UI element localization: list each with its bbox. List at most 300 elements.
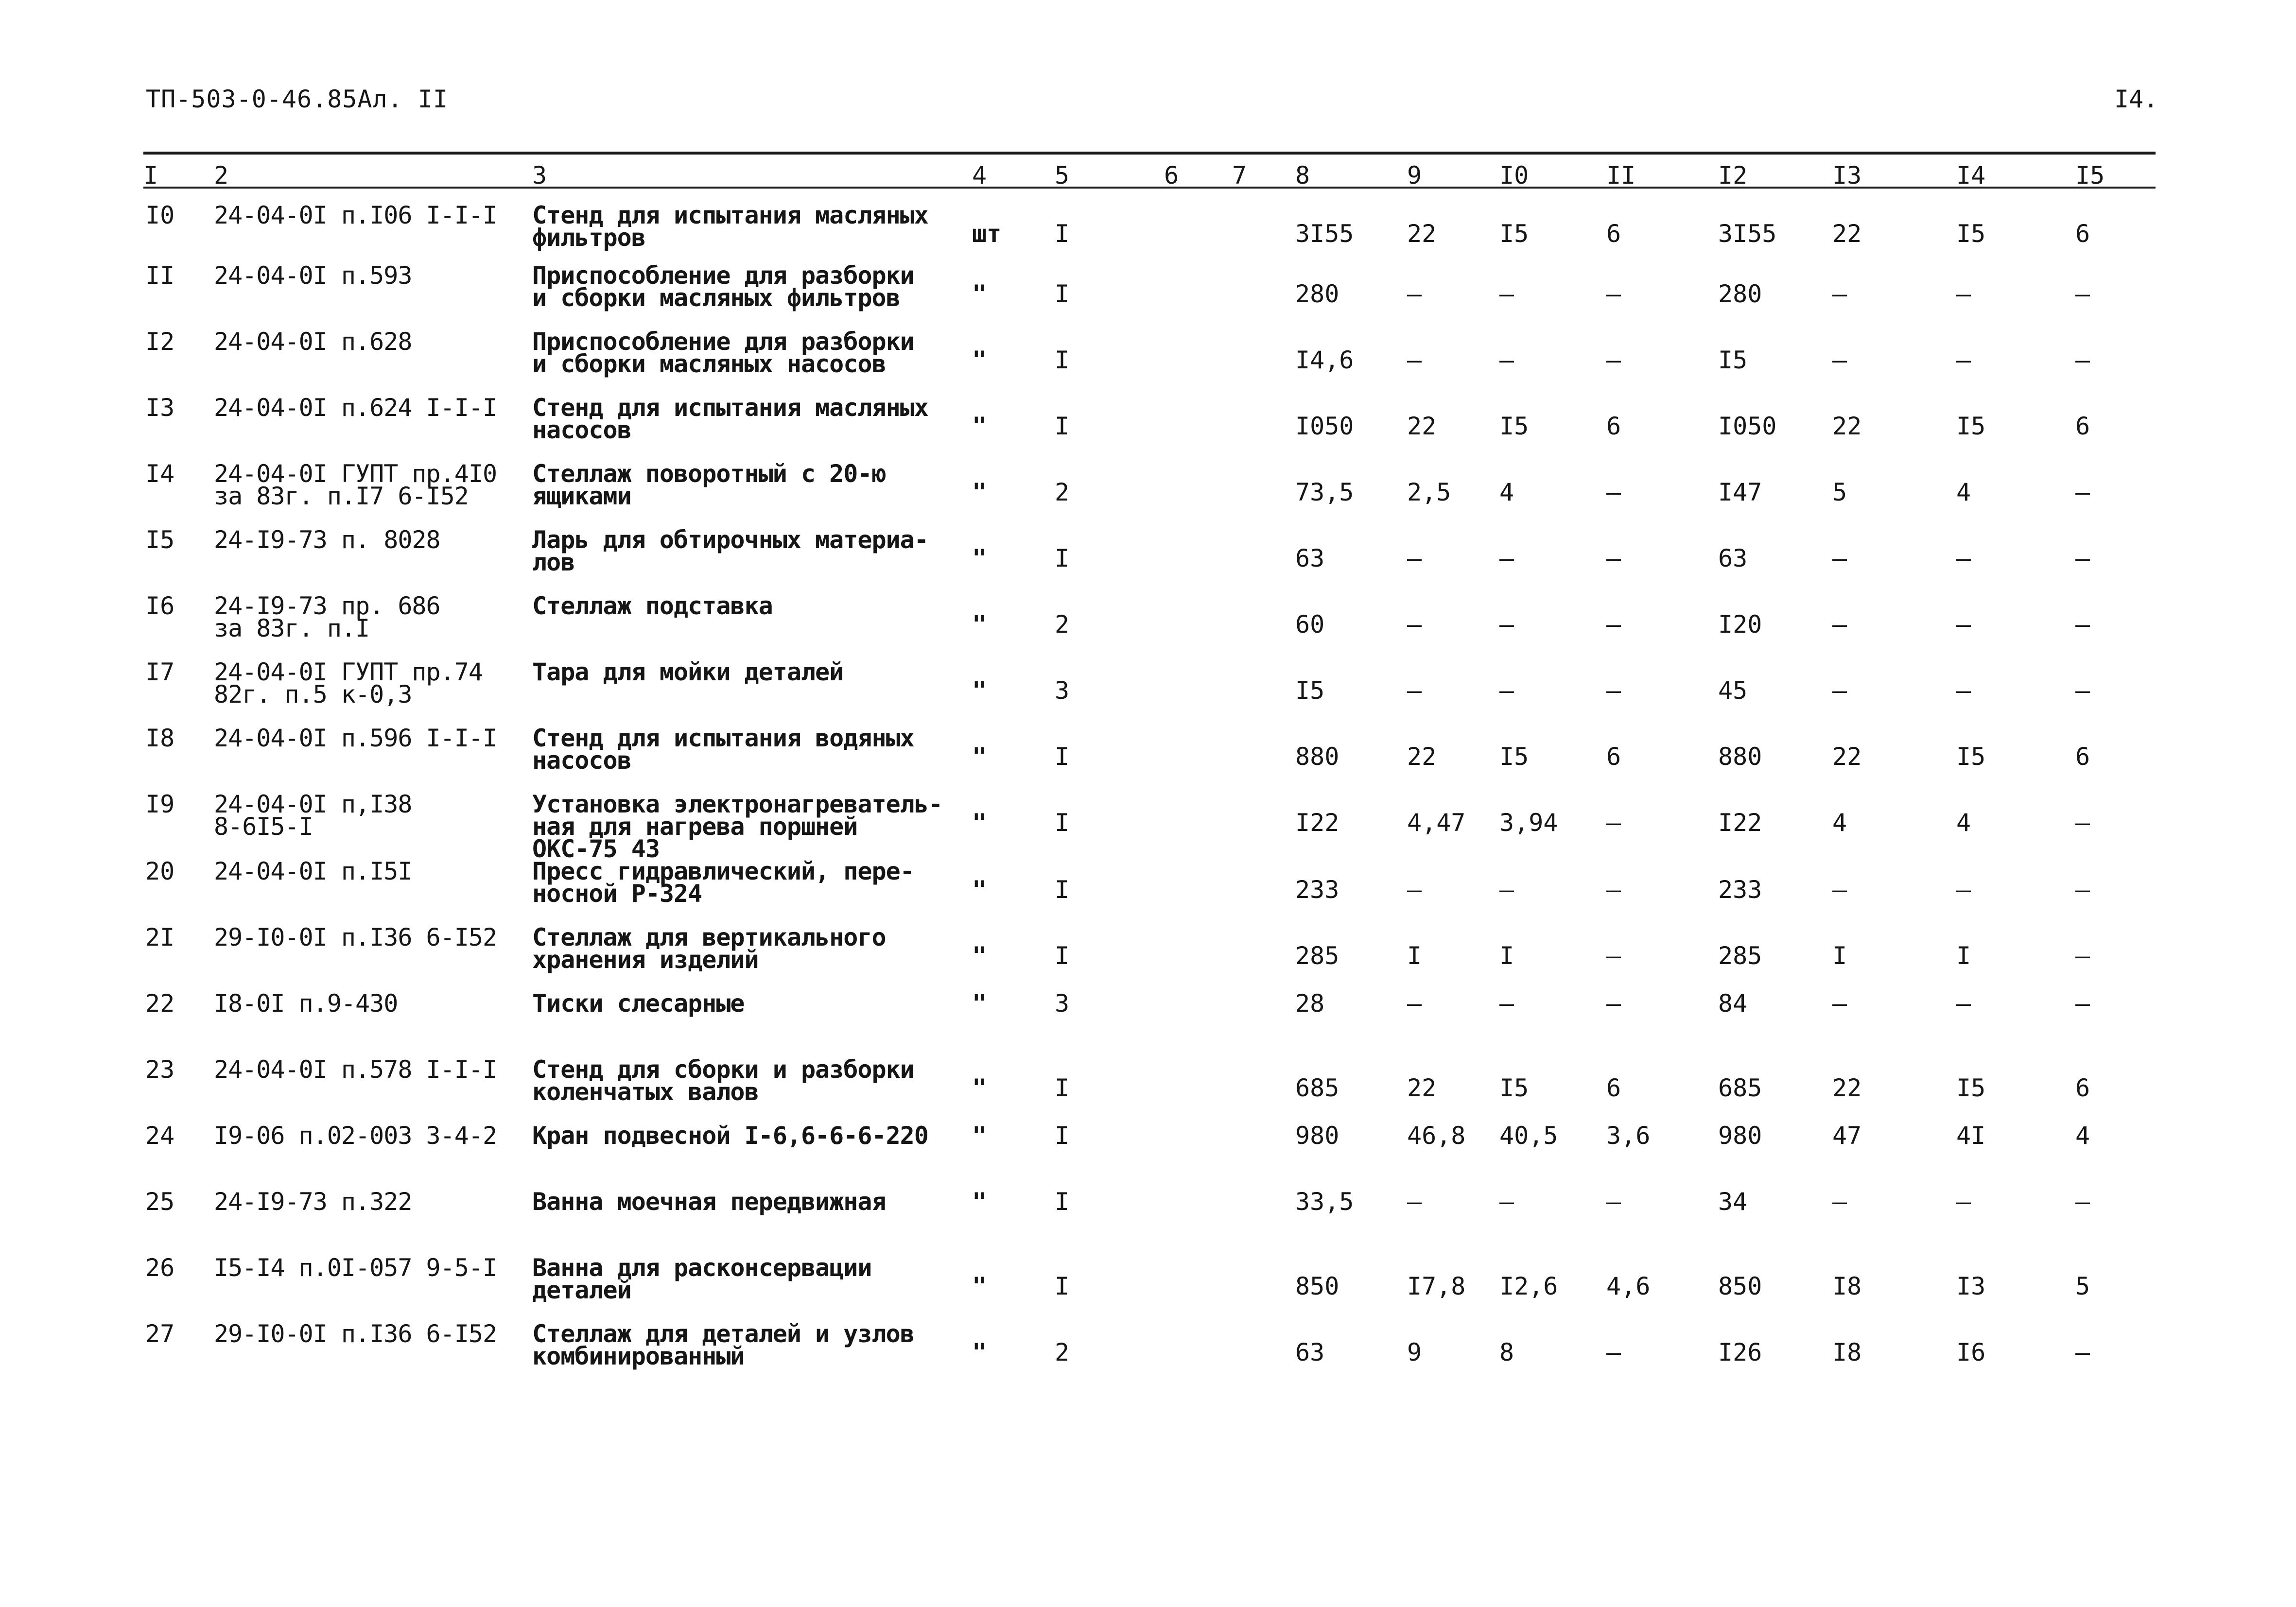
c6-value xyxy=(1164,529,1232,547)
cell-c6 xyxy=(1164,860,1232,926)
cell-c8 xyxy=(1295,1124,1407,1191)
qty-value: I xyxy=(1055,544,1070,572)
c8-value: 880 xyxy=(1295,743,1339,771)
cell-c13 xyxy=(1832,1257,1956,1323)
table-row xyxy=(143,188,2156,264)
cell-c14 xyxy=(1956,1188,2075,1257)
cell-c11 xyxy=(1606,661,1718,727)
cell-unit xyxy=(972,1323,1055,1389)
cell-qty xyxy=(1055,463,1164,529)
cell-c15 xyxy=(2075,397,2156,463)
code-line: 24-04-0I ГУПТ пр.4I0 xyxy=(214,460,497,488)
unit-value: " xyxy=(972,876,987,904)
code-line: 24-04-0I п.624 I-I-I xyxy=(214,394,497,422)
cell-name xyxy=(532,526,972,595)
name-line: ящиками xyxy=(532,482,631,510)
cell-c6 xyxy=(1164,330,1232,397)
code-line: 24-04-0I п,I38 xyxy=(214,790,412,818)
no-value: 20 xyxy=(145,857,175,885)
name-line: Стенд для сборки и разборки xyxy=(532,1055,914,1084)
cell-c15 xyxy=(2075,595,2156,661)
c11-value: – xyxy=(1606,809,1621,837)
unit-value: " xyxy=(972,610,987,639)
cell-c12 xyxy=(1718,1124,1832,1191)
code-line: 24-04-0I п.628 xyxy=(214,328,412,356)
unit-value: " xyxy=(972,280,987,308)
c14-value: – xyxy=(1956,280,1971,308)
cell-c15 xyxy=(2075,1058,2156,1124)
c14-value: I3 xyxy=(1956,1272,1986,1300)
cell-c11 xyxy=(1606,397,1718,463)
cell-c15 xyxy=(2075,989,2156,1058)
no-value: I0 xyxy=(145,201,175,229)
cell-c11 xyxy=(1606,188,1718,264)
unit-value: " xyxy=(972,809,987,837)
cell-c12 xyxy=(1718,529,1832,595)
code-line: 29-I0-0I п.I36 6-I52 xyxy=(214,923,497,951)
cell-c14 xyxy=(1956,989,2075,1058)
c14-value: 4 xyxy=(1956,478,1971,506)
c12-value: 850 xyxy=(1718,1272,1762,1300)
cell-name xyxy=(532,1055,972,1124)
name-line: Стенд для испытания масляных xyxy=(532,201,928,229)
c11-value: – xyxy=(1606,280,1621,308)
table-row xyxy=(143,1058,2156,1124)
cell-c15 xyxy=(2075,860,2156,926)
cell-name xyxy=(532,923,972,992)
cell-c8 xyxy=(1295,1188,1407,1257)
name-line: Кран подвесной I-6,6-6-6-220 xyxy=(532,1122,928,1150)
c9-value: – xyxy=(1407,676,1422,705)
qty-value: I xyxy=(1055,1188,1070,1216)
cell-unit xyxy=(972,330,1055,397)
cell-c11 xyxy=(1606,860,1718,926)
cell-qty xyxy=(1055,926,1164,992)
cell-c6 xyxy=(1164,1058,1232,1124)
c15-value: – xyxy=(2075,280,2090,308)
c11-value: – xyxy=(1606,989,1621,1018)
c15-value: – xyxy=(2075,478,2090,506)
c10-value: 3,94 xyxy=(1499,809,1558,837)
cell-c13 xyxy=(1832,529,1956,595)
cell-qty xyxy=(1055,860,1164,926)
cell-c12 xyxy=(1718,330,1832,397)
c15-value: 5 xyxy=(2075,1272,2090,1300)
column-header: I4 xyxy=(1956,161,1986,190)
cell-qty xyxy=(1055,188,1164,264)
cell-code xyxy=(214,857,532,926)
cell-c6 xyxy=(1164,529,1232,595)
cell-no xyxy=(143,1124,214,1191)
cell-c13 xyxy=(1832,727,1956,793)
cell-name xyxy=(532,188,972,264)
table-row xyxy=(143,926,2156,992)
cell-qty xyxy=(1055,1257,1164,1323)
cell-c11 xyxy=(1606,1257,1718,1323)
c11-value: – xyxy=(1606,346,1621,374)
c6-value xyxy=(1164,264,1232,283)
cell-c15 xyxy=(2075,926,2156,992)
cell-c15 xyxy=(2075,463,2156,529)
c7-value xyxy=(1232,727,1295,745)
cell-c13 xyxy=(1832,989,1956,1058)
code-line: I9-06 п.02-003 3-4-2 xyxy=(214,1122,497,1150)
cell-c9 xyxy=(1407,1124,1499,1191)
c14-value: – xyxy=(1956,1188,1971,1216)
cell-unit xyxy=(972,1124,1055,1191)
unit-value: " xyxy=(972,1338,987,1366)
qty-value: I xyxy=(1055,876,1070,904)
cell-qty xyxy=(1055,989,1164,1058)
cell-no xyxy=(143,989,214,1058)
c9-value: 22 xyxy=(1407,1074,1437,1102)
cell-c12 xyxy=(1718,989,1832,1058)
cell-c6 xyxy=(1164,1191,1232,1257)
c13-value: – xyxy=(1832,610,1847,639)
column-header: I xyxy=(143,161,158,190)
cell-c10 xyxy=(1499,1257,1606,1323)
cell-c13 xyxy=(1832,1124,1956,1191)
unit-value: " xyxy=(972,743,987,771)
unit-value: " xyxy=(972,676,987,705)
c8-value: I050 xyxy=(1295,412,1354,440)
cell-code xyxy=(214,526,532,595)
c9-value: – xyxy=(1407,280,1422,308)
table-row xyxy=(143,727,2156,793)
code-line: 24-04-0I п.596 I-I-I xyxy=(214,724,497,752)
cell-c13 xyxy=(1832,397,1956,463)
c13-value: 22 xyxy=(1832,1074,1862,1102)
cell-code xyxy=(214,330,532,397)
cell-qty xyxy=(1055,793,1164,860)
cell-name xyxy=(532,790,972,863)
cell-c7 xyxy=(1232,1124,1295,1191)
c11-value: 4,6 xyxy=(1606,1272,1651,1300)
code-line: 24-I9-73 п.322 xyxy=(214,1188,412,1216)
c13-value: – xyxy=(1832,544,1847,572)
cell-c9 xyxy=(1407,1257,1499,1323)
code-line: 24-04-0I п.I06 I-I-I xyxy=(214,201,497,229)
name-line: комбинированный xyxy=(532,1342,745,1370)
cell-c15 xyxy=(2075,529,2156,595)
cell-c8 xyxy=(1295,926,1407,992)
cell-c7 xyxy=(1232,992,1295,1058)
cell-code xyxy=(214,790,532,860)
name-line: хранения изделий xyxy=(532,946,759,974)
c14-value: – xyxy=(1956,676,1971,705)
qty-value: I xyxy=(1055,1122,1070,1150)
cell-name xyxy=(532,1188,972,1257)
cell-c14 xyxy=(1956,330,2075,397)
c13-value: 22 xyxy=(1832,412,1862,440)
c13-value: I8 xyxy=(1832,1338,1862,1366)
name-line: Стеллаж для вертикального xyxy=(532,923,886,951)
no-value: 25 xyxy=(145,1188,175,1216)
no-value: II xyxy=(145,261,175,290)
unit-value: шт xyxy=(972,220,1002,248)
document-code: ТП-503-0-46.85Ал. II xyxy=(146,85,449,113)
c10-value: I5 xyxy=(1499,412,1529,440)
column-header: I0 xyxy=(1499,161,1529,190)
unit-value: " xyxy=(972,942,987,970)
cell-c7 xyxy=(1232,529,1295,595)
c8-value: 285 xyxy=(1295,942,1339,970)
cell-c10 xyxy=(1499,727,1606,793)
c15-value: 6 xyxy=(2075,743,2090,771)
qty-value: I xyxy=(1055,809,1070,837)
c13-value: 22 xyxy=(1832,220,1862,248)
cell-c9 xyxy=(1407,264,1499,330)
no-value: 27 xyxy=(145,1320,175,1348)
cell-c6 xyxy=(1164,264,1232,330)
cell-c9 xyxy=(1407,330,1499,397)
cell-c9 xyxy=(1407,926,1499,992)
c12-value: 45 xyxy=(1718,676,1748,705)
c15-value: – xyxy=(2075,346,2090,374)
c14-value: I6 xyxy=(1956,1338,1986,1366)
name-line: Пресс гидравлический, пере- xyxy=(532,857,914,885)
cell-c12 xyxy=(1718,727,1832,793)
cell-c14 xyxy=(1956,595,2075,661)
cell-c10 xyxy=(1499,1188,1606,1257)
c8-value: 63 xyxy=(1295,544,1325,572)
unit-value: " xyxy=(972,1074,987,1102)
c6-value xyxy=(1164,926,1232,945)
cell-c8 xyxy=(1295,793,1407,860)
cell-c10 xyxy=(1499,264,1606,330)
cell-unit xyxy=(972,1188,1055,1257)
cell-c9 xyxy=(1407,1323,1499,1389)
c9-value: 22 xyxy=(1407,412,1437,440)
cell-c12 xyxy=(1718,188,1832,264)
cell-c8 xyxy=(1295,595,1407,661)
cell-name xyxy=(532,330,972,397)
cell-qty xyxy=(1055,330,1164,397)
cell-c10 xyxy=(1499,793,1606,860)
cell-c7 xyxy=(1232,1058,1295,1124)
column-header: 6 xyxy=(1164,161,1179,190)
table-row xyxy=(143,992,2156,1058)
column-header: I5 xyxy=(2075,161,2105,190)
name-line: лов xyxy=(532,548,575,576)
c7-value xyxy=(1232,793,1295,812)
cell-c6 xyxy=(1164,595,1232,661)
cell-name xyxy=(532,724,972,793)
unit-value: " xyxy=(972,989,987,1018)
table-row xyxy=(143,1323,2156,1389)
cell-code xyxy=(214,394,532,463)
no-value: 2I xyxy=(145,923,175,951)
c14-value: 4I xyxy=(1956,1122,1986,1150)
cell-unit xyxy=(972,595,1055,661)
c13-value: – xyxy=(1832,876,1847,904)
c7-value xyxy=(1232,1257,1295,1275)
c14-value: – xyxy=(1956,544,1971,572)
qty-value: I xyxy=(1055,346,1070,374)
cell-name xyxy=(532,394,972,463)
c8-value: I22 xyxy=(1295,809,1339,837)
c15-value: – xyxy=(2075,676,2090,705)
name-line: Ванна моечная передвижная xyxy=(532,1188,886,1216)
c7-value xyxy=(1232,330,1295,349)
cell-qty xyxy=(1055,397,1164,463)
cell-c10 xyxy=(1499,1058,1606,1124)
cell-c10 xyxy=(1499,661,1606,727)
table-row xyxy=(143,1257,2156,1323)
cell-c7 xyxy=(1232,188,1295,264)
qty-value: 2 xyxy=(1055,1338,1070,1366)
cell-c15 xyxy=(2075,727,2156,793)
cell-c11 xyxy=(1606,989,1718,1058)
c13-value: – xyxy=(1832,280,1847,308)
c6-value xyxy=(1164,204,1232,223)
qty-value: I xyxy=(1055,743,1070,771)
c14-value: – xyxy=(1956,876,1971,904)
unit-value: " xyxy=(972,478,987,506)
cell-unit xyxy=(972,661,1055,727)
c11-value: – xyxy=(1606,1338,1621,1366)
name-line: насосов xyxy=(532,746,631,775)
cell-c12 xyxy=(1718,1323,1832,1389)
c8-value: 3I55 xyxy=(1295,220,1354,248)
no-value: I8 xyxy=(145,724,175,752)
cell-c6 xyxy=(1164,926,1232,992)
c14-value: – xyxy=(1956,610,1971,639)
c9-value: – xyxy=(1407,610,1422,639)
c10-value: I xyxy=(1499,942,1514,970)
c11-value: 3,6 xyxy=(1606,1122,1651,1150)
c7-value xyxy=(1232,397,1295,415)
qty-value: 2 xyxy=(1055,610,1070,639)
column-header: 2 xyxy=(214,161,229,190)
cell-name xyxy=(532,1320,972,1389)
cell-qty xyxy=(1055,1188,1164,1257)
cell-no xyxy=(143,1254,214,1323)
c14-value: 4 xyxy=(1956,809,1971,837)
cell-c12 xyxy=(1718,1257,1832,1323)
cell-c13 xyxy=(1832,661,1956,727)
table-row xyxy=(143,661,2156,727)
cell-c14 xyxy=(1956,529,2075,595)
c7-value xyxy=(1232,204,1295,223)
cell-c12 xyxy=(1718,397,1832,463)
c12-value: 34 xyxy=(1718,1188,1748,1216)
cell-c7 xyxy=(1232,463,1295,529)
c15-value: 4 xyxy=(2075,1122,2090,1150)
c13-value: – xyxy=(1832,989,1847,1018)
c15-value: 6 xyxy=(2075,412,2090,440)
cell-c12 xyxy=(1718,1058,1832,1124)
cell-c11 xyxy=(1606,1124,1718,1191)
c8-value: 233 xyxy=(1295,876,1339,904)
table-row xyxy=(143,463,2156,529)
cell-c7 xyxy=(1232,661,1295,727)
c14-value: – xyxy=(1956,346,1971,374)
cell-code xyxy=(214,1055,532,1124)
c12-value: I050 xyxy=(1718,412,1777,440)
c7-value xyxy=(1232,1323,1295,1341)
cell-c9 xyxy=(1407,463,1499,529)
c10-value: – xyxy=(1499,544,1514,572)
column-header: II xyxy=(1606,161,1636,190)
code-line: 24-I9-73 п. 8028 xyxy=(214,526,440,554)
cell-c13 xyxy=(1832,188,1956,264)
c10-value: I5 xyxy=(1499,743,1529,771)
c14-value: I5 xyxy=(1956,1074,1986,1102)
qty-value: 2 xyxy=(1055,478,1070,506)
c11-value: – xyxy=(1606,1188,1621,1216)
qty-value: I xyxy=(1055,280,1070,308)
unit-value: " xyxy=(972,1272,987,1300)
cell-name xyxy=(532,857,972,926)
cell-code xyxy=(214,261,532,330)
code-line: 24-04-0I ГУПТ пр.74 xyxy=(214,658,483,686)
column-header: 8 xyxy=(1295,161,1310,190)
name-line: Стенд для испытания масляных xyxy=(532,394,928,422)
c8-value: 685 xyxy=(1295,1074,1339,1102)
name-line: Стеллаж подставка xyxy=(532,592,773,620)
c8-value: 33,5 xyxy=(1295,1188,1354,1216)
cell-c10 xyxy=(1499,595,1606,661)
no-value: I2 xyxy=(145,328,175,356)
c8-value: 980 xyxy=(1295,1122,1339,1150)
cell-c13 xyxy=(1832,926,1956,992)
cell-c15 xyxy=(2075,1257,2156,1323)
cell-c10 xyxy=(1499,330,1606,397)
c9-value: I xyxy=(1407,942,1422,970)
cell-c14 xyxy=(1956,463,2075,529)
no-value: I6 xyxy=(145,592,175,620)
name-line: фильтров xyxy=(532,224,645,252)
cell-unit xyxy=(972,1257,1055,1323)
c12-value: 980 xyxy=(1718,1122,1762,1150)
cell-c6 xyxy=(1164,188,1232,264)
cell-no xyxy=(143,1055,214,1124)
c12-value: 63 xyxy=(1718,544,1748,572)
c9-value: – xyxy=(1407,989,1422,1018)
name-line: Стеллаж поворотный с 20-ю xyxy=(532,460,886,488)
c8-value: 850 xyxy=(1295,1272,1339,1300)
c7-value xyxy=(1232,860,1295,879)
c6-value xyxy=(1164,727,1232,745)
cell-no xyxy=(143,923,214,992)
cell-c10 xyxy=(1499,529,1606,595)
cell-no xyxy=(143,857,214,926)
cell-no xyxy=(143,724,214,793)
c15-value: – xyxy=(2075,610,2090,639)
cell-c12 xyxy=(1718,1188,1832,1257)
table-row xyxy=(143,1124,2156,1191)
cell-c14 xyxy=(1956,1323,2075,1389)
qty-value: I xyxy=(1055,1074,1070,1102)
c6-value xyxy=(1164,860,1232,879)
name-line: насосов xyxy=(532,416,631,444)
cell-no xyxy=(143,261,214,330)
cell-c8 xyxy=(1295,264,1407,330)
cell-c14 xyxy=(1956,1124,2075,1191)
c9-value: 46,8 xyxy=(1407,1122,1466,1150)
c14-value: I5 xyxy=(1956,220,1986,248)
c13-value: 5 xyxy=(1832,478,1847,506)
cell-c8 xyxy=(1295,188,1407,264)
equipment-table xyxy=(143,158,2156,1389)
c6-value xyxy=(1164,397,1232,415)
c7-value xyxy=(1232,529,1295,547)
c7-value xyxy=(1232,264,1295,283)
cell-name xyxy=(532,460,972,529)
cell-c12 xyxy=(1718,926,1832,992)
unit-value: " xyxy=(972,1122,987,1150)
